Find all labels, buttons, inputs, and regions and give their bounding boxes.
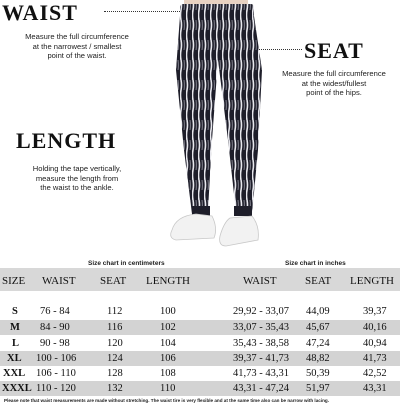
cell-length-cm: 102 bbox=[160, 322, 176, 333]
cell-length-in: 39,37 bbox=[363, 306, 387, 317]
cell-waist-cm: 106 - 110 bbox=[36, 368, 76, 379]
cell-waist-in: 43,31 - 47,24 bbox=[233, 383, 289, 394]
cell-seat-in: 50,39 bbox=[306, 368, 330, 379]
cell-seat-in: 51,97 bbox=[306, 383, 330, 394]
cell-waist-cm: 90 - 98 bbox=[40, 338, 70, 349]
cell-length-in: 43,31 bbox=[363, 383, 387, 394]
seat-desc-line: point of the hips. bbox=[306, 88, 362, 97]
cell-seat-in: 47,24 bbox=[306, 338, 330, 349]
cell-waist-cm: 100 - 106 bbox=[36, 353, 77, 364]
cell-length-cm: 100 bbox=[160, 306, 176, 317]
header-size: SIZE bbox=[2, 275, 26, 287]
header-waist-cm: WAIST bbox=[42, 275, 76, 287]
cell-seat-in: 48,82 bbox=[306, 353, 330, 364]
footnote: Please note that waist measurements are made without stretching. The waist tire is very flexible and at the same time also can be narrow with lacing. bbox=[4, 398, 329, 403]
header-waist-in: WAIST bbox=[243, 275, 277, 287]
header-length-in: LENGTH bbox=[350, 275, 394, 287]
cell-waist-cm: 110 - 120 bbox=[36, 383, 76, 394]
seat-description bbox=[268, 69, 400, 98]
cell-waist-in: 41,73 - 43,31 bbox=[233, 368, 289, 379]
cell-waist-cm: 76 - 84 bbox=[40, 306, 70, 317]
header-seat-cm: SEAT bbox=[100, 275, 127, 287]
cell-seat-cm: 120 bbox=[107, 338, 123, 349]
waist-desc-line: Measure the full circumference bbox=[25, 32, 129, 41]
cell-length-cm: 110 bbox=[160, 383, 176, 394]
seat-desc-line: Measure the full circumference bbox=[282, 69, 386, 78]
cell-waist-cm: 84 - 90 bbox=[40, 322, 70, 333]
cell-size: S bbox=[12, 306, 18, 317]
table-row bbox=[0, 304, 400, 319]
cell-length-cm: 108 bbox=[160, 368, 176, 379]
cell-seat-cm: 132 bbox=[107, 383, 123, 394]
cell-waist-in: 35,43 - 38,58 bbox=[233, 338, 289, 349]
pants-figure-icon bbox=[162, 0, 272, 252]
cell-length-in: 40,16 bbox=[363, 322, 387, 333]
header-length-cm: LENGTH bbox=[146, 275, 190, 287]
seat-desc-line: at the widest/fullest bbox=[301, 78, 367, 88]
table-row bbox=[0, 366, 400, 381]
seat-title: SEAT bbox=[304, 38, 364, 63]
waist-desc-line: point of the waist. bbox=[47, 51, 107, 60]
waist-desc-line: at the narrowest / smallest bbox=[32, 41, 122, 51]
table-row bbox=[0, 336, 400, 351]
cell-waist-in: 33,07 - 35,43 bbox=[233, 322, 289, 333]
cell-size: M bbox=[10, 322, 20, 333]
waist-description bbox=[0, 32, 154, 61]
table-row bbox=[0, 320, 400, 335]
cell-seat-cm: 128 bbox=[107, 368, 123, 379]
cell-waist-in: 29,92 - 33,07 bbox=[233, 306, 289, 317]
caption-centimeters: Size chart in centimeters bbox=[88, 260, 165, 267]
header-seat-in: SEAT bbox=[305, 275, 332, 287]
length-desc-line: measure the length from bbox=[35, 173, 119, 183]
cell-seat-cm: 112 bbox=[107, 306, 123, 317]
cell-size: XL bbox=[7, 353, 22, 364]
cell-length-in: 42,52 bbox=[363, 368, 387, 379]
cell-seat-cm: 124 bbox=[107, 353, 123, 364]
pants-model-illustration bbox=[162, 0, 272, 252]
cell-size: L bbox=[12, 338, 20, 349]
table-row bbox=[0, 351, 400, 366]
cell-seat-cm: 116 bbox=[107, 322, 123, 333]
cell-length-in: 40,94 bbox=[363, 338, 387, 349]
cell-seat-in: 44,09 bbox=[306, 306, 330, 317]
cell-length-in: 41,73 bbox=[363, 353, 387, 364]
length-description bbox=[0, 164, 154, 193]
length-title: LENGTH bbox=[16, 128, 117, 153]
cell-length-cm: 106 bbox=[160, 353, 176, 364]
cell-size: XXL bbox=[3, 368, 26, 379]
cell-size: XXXL bbox=[2, 383, 32, 394]
length-desc-line: Holding the tape vertically, bbox=[32, 164, 122, 173]
cell-length-cm: 104 bbox=[160, 338, 176, 349]
caption-inches: Size chart in inches bbox=[285, 260, 346, 267]
length-desc-line: the waist to the ankle. bbox=[40, 183, 114, 192]
waist-title: WAIST bbox=[2, 0, 78, 25]
cell-seat-in: 45,67 bbox=[306, 322, 330, 333]
table-row bbox=[0, 381, 400, 396]
cell-waist-in: 39,37 - 41,73 bbox=[233, 353, 289, 364]
